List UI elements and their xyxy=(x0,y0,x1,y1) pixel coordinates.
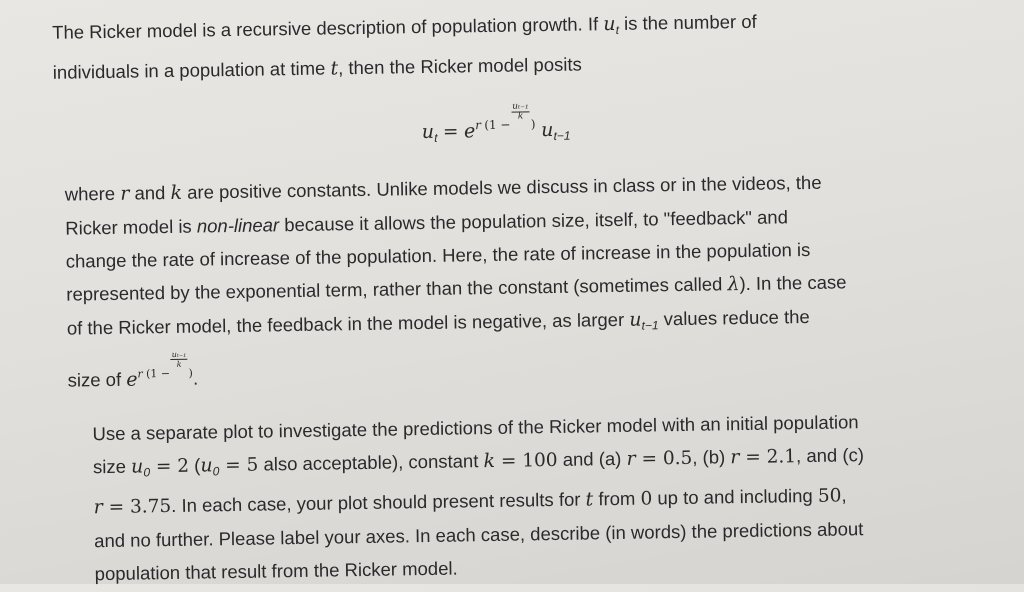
text: of the Ricker model, the feedback in the model is negative, as larger xyxy=(66,308,630,339)
text: . In each case, your plot should present results for xyxy=(171,488,586,516)
math-r: r xyxy=(626,447,636,470)
text: Ricker model is xyxy=(65,215,198,239)
text: size xyxy=(92,455,132,478)
text: change the rate of increase of the population. Here, the rate of increase in the population is xyxy=(65,238,811,272)
math-subscript: 0 xyxy=(212,464,220,479)
intro-text: The Ricker model is a recursive description of population growth. If xyxy=(52,13,604,43)
intro-paragraph xyxy=(52,1,1013,90)
eq-fraction-denominator: k xyxy=(517,111,524,122)
intro-text: individuals in a population at time xyxy=(52,57,331,83)
explanation-paragraph xyxy=(64,163,1017,398)
math-lambda: λ xyxy=(727,273,740,296)
eq-e: e xyxy=(463,120,476,143)
ricker-equation xyxy=(421,102,570,145)
text: size of xyxy=(67,368,127,391)
eq-fraction xyxy=(511,102,530,121)
eq-rhs-subscript: t−1 xyxy=(553,128,571,143)
math-fraction-numerator: uₜ₋₁ xyxy=(171,349,187,359)
math-value: = 2.1 xyxy=(739,446,797,469)
eq-rhs: u xyxy=(541,118,554,142)
text: , (b) xyxy=(692,446,731,468)
text: ). In the case xyxy=(739,271,847,295)
math-k: k xyxy=(170,181,183,204)
math-fraction-denominator: k xyxy=(176,359,182,369)
text: where xyxy=(64,182,121,205)
math-fraction xyxy=(171,350,188,369)
intro-text: is the number of xyxy=(618,10,757,34)
text: because it allows the population size, itself, to "feedback" and xyxy=(278,206,789,236)
text: also acceptable), constant xyxy=(258,450,484,475)
math-value: = 100 xyxy=(494,449,558,472)
text: represented by the exponential term, rather than the constant (sometimes called xyxy=(66,273,728,305)
math-value: = 2 xyxy=(149,455,190,478)
emphasis-non-linear: non-linear xyxy=(196,214,280,237)
math-value: = 0.5 xyxy=(635,447,693,470)
math-u: u xyxy=(130,455,144,478)
eq-lhs: u xyxy=(421,120,435,144)
text: and (a) xyxy=(557,447,627,470)
text: , and (c) xyxy=(795,444,865,467)
math-value: 0 xyxy=(640,488,653,510)
text: population that result from the Ricker model. xyxy=(94,557,458,585)
math-e: e xyxy=(126,368,138,391)
math-subscript: t xyxy=(615,22,620,37)
math-value: = 5 xyxy=(219,454,259,477)
text: up to and including xyxy=(652,484,819,509)
text: Use a separate plot to investigate the predictions of the Ricker model with an initial population xyxy=(92,411,859,445)
math-value: 50 xyxy=(817,485,842,507)
math-u: u xyxy=(603,12,616,36)
eq-exponent-r: r xyxy=(475,118,482,133)
task-paragraph xyxy=(92,403,1024,591)
text: ( xyxy=(188,454,201,476)
text: values reduce the xyxy=(658,305,810,330)
math-paren-close: ) xyxy=(188,366,194,380)
eq-equals: = xyxy=(442,121,459,143)
text: from xyxy=(593,487,641,510)
math-value: = 3.75 xyxy=(102,496,172,519)
math-t: t xyxy=(585,488,594,511)
text: and no further. Please label your axes. In each case, describe (in words) the predictions about xyxy=(94,518,864,552)
math-r: r xyxy=(120,182,130,205)
eq-fraction-numerator: uₜ₋₁ xyxy=(512,101,529,112)
math-u: u xyxy=(200,454,213,477)
text: . xyxy=(192,367,199,389)
math-t: t xyxy=(330,57,339,80)
eq-paren-close: ) xyxy=(530,117,536,132)
math-subscript: 0 xyxy=(143,465,151,480)
math-subscript: t−1 xyxy=(641,318,659,333)
math-paren-open: (1 − xyxy=(145,367,171,381)
math-r: r xyxy=(730,446,740,469)
math-r: r xyxy=(93,496,103,519)
eq-paren-open: (1 − xyxy=(484,117,511,133)
math-u: u xyxy=(629,308,642,331)
intro-text: , then the Ricker model posits xyxy=(337,53,582,79)
math-exponent-r: r xyxy=(137,367,143,381)
math-k: k xyxy=(483,449,496,473)
text: are positive constants. Unlike models we discuss in class or in the videos, the xyxy=(181,171,822,203)
text: and xyxy=(129,181,171,204)
text: , xyxy=(841,484,847,506)
eq-lhs-subscript: t xyxy=(434,130,438,145)
